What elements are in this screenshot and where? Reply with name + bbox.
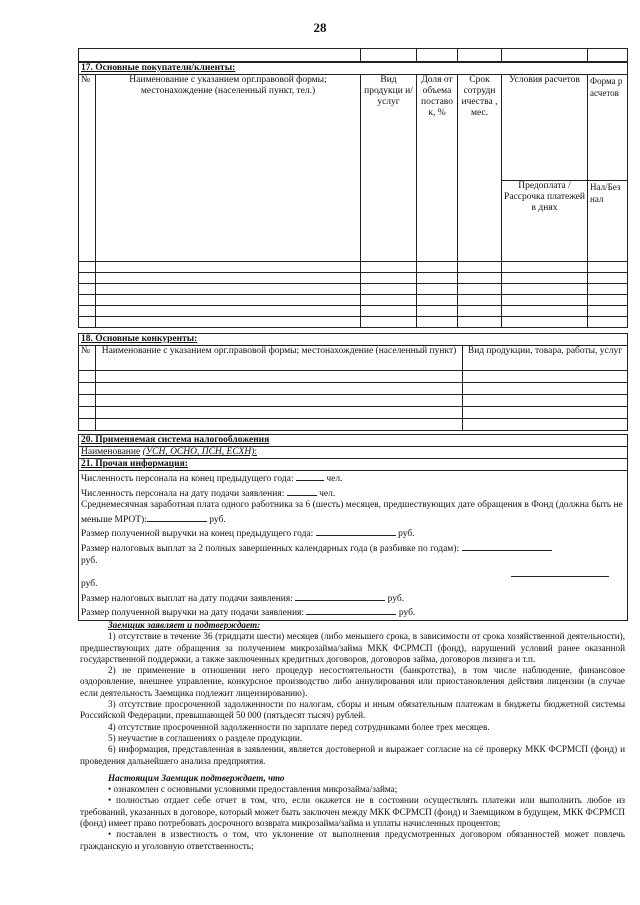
borrower-declarations — [80, 620, 625, 852]
tax-system-hint: (УСН, ОСНО, ПСН, ЕСХН) — [142, 447, 255, 457]
col-prepayment: Предоплата / Рассрочка платежей в днях — [502, 181, 588, 262]
customers-table — [78, 62, 628, 328]
confirmation-bullet-1: • ознакомлен с основными условиями предоставления микрозайма/займа; — [108, 784, 398, 795]
tax-two-years-line: Размер налоговых выплат за 2 полных завершенных календарных года (в разбивке по годам): — [81, 541, 625, 556]
col-product-type: Вид продукци и/услуг — [361, 75, 417, 262]
staff-now-line: Численность персонала на дату подачи заявления: чел. — [81, 486, 625, 501]
col-share: Доля от объема поставо к, % — [417, 75, 458, 262]
page-number: 28 — [313, 20, 327, 35]
col-payment-terms: Условия расчетов — [502, 75, 588, 181]
col-competitor-name: Наименование с указанием орг.правовой формы; местонахождение (населенный пункт) — [96, 346, 463, 371]
tax-system-label: Наименование — [81, 447, 141, 457]
declaration-item-1: 1) отсутствие в течение 36 (тридцати шести) месяцев (либо меньшего срока, в зависимости от срока хозяйственной деятельности), предшествующих дате обращения за получением микрозайма/займа МКК ФСРМСП (фонд), нарушений условий ранее оказанной государственной поддержки, а также заключенных кредитных договоров, договоров займа, договоров лизинга и т.п. — [80, 631, 625, 664]
section-18-title: 18. Основные конкуренты: — [79, 334, 628, 346]
declaration-item-6: 6) информация, представленная в заявлении, является достоверной и выражает согласие на сё проверку МКК ФСРМСП (фонд) и проведения дальнейшего анализа предприятия. — [80, 744, 625, 766]
confirmation-bullet-2: • полностью отдает себе отчет в том, что, если окажется не в состоянии осуществлять платежи или выполнить любое из требований, указанных в договоре, который может быть заключен между МКК ФСРМСП (фонд) и Заемщиком в будущем, МКК ФСРМСП (фонд) имеет право потребовать досрочного возврата микрозайма/займа и уплаты начисленных процентов; — [80, 795, 625, 829]
tax-now-line: Размер налоговых выплат на дату подачи заявления: руб. — [81, 591, 625, 606]
tax-two-years-rub1: руб. — [81, 555, 98, 566]
col-customer-name: Наименование с указанием орг.правовой формы; местонахождение (населенный пункт, тел.) — [96, 75, 361, 262]
col-cash: Нал/Безнал — [588, 181, 628, 262]
declaration-heading: Заемщик заявляет и подтверждает: — [108, 620, 261, 630]
col-payment-form: Форма расчетов — [588, 75, 628, 181]
section-20-title: 20. Применяемая система налогообложения — [79, 435, 628, 447]
section-17-title: 17. Основные покупатели/клиенты: — [79, 63, 628, 75]
tax-two-years-rub2: руб. — [81, 579, 98, 590]
col-term: Срок сотрудн ичества , мес. — [458, 75, 502, 262]
staff-prev-line: Численность персонала на конец предыдущего года: чел. — [81, 471, 625, 486]
tax-system-row: Наименование (УСН, ОСНО, ПСН, ЕСХН): — [79, 447, 628, 459]
revenue-prev-line: Размер полученной выручки на конец предыдущего года: руб. — [81, 526, 625, 541]
col-num: № — [79, 75, 96, 262]
declaration-item-4: 4) отсутствие просроченной задолженности по зарплате перед сотрудниками более трех месяцев. — [108, 721, 490, 732]
declaration-item-5: 5) неучастие в соглашениях о разделе продукции. — [108, 732, 303, 743]
col-competitor-product: Вид продукции, товара, работы, услуг — [463, 346, 628, 371]
salary-line: Среднемесячная заработная плата одного работника за 6 (шесть) месяцев, предшествующих дате обращения в Фонд (должна быть не меньше МРОТ): руб. — [81, 500, 623, 525]
confirmation-heading: Настоящим Заемщик подтверждает, что — [108, 772, 285, 783]
col-num: № — [79, 346, 96, 371]
declaration-item-2: 2) не применение в отношении него процедур несостоятельности (банкротства), в том числе наблюдение, финансовое оздоровление, внешнее управление, конкурсное производство либо аннулирования или приостановления действия лицензии (в случае если деятельность Заемщика подлежит лицензированию). — [80, 665, 625, 698]
tax-and-info-table — [78, 434, 628, 621]
declaration-item-3: 3) отсутствие просроченной задолженности по налогам, сборы и иным обязательным платежам в бюджеты бюджетной системы Российской Федерации, превышающей 50 000 (пятьдесят тысяч) рублей. — [80, 699, 625, 721]
other-info-block — [79, 471, 628, 621]
section-21-title: 21. Прочая информация: — [79, 459, 628, 471]
competitors-table — [78, 333, 628, 431]
revenue-now-line: Размер полученной выручки на дату подачи заявления: руб. — [81, 605, 625, 620]
confirmation-bullet-3: • поставлен в известность о том, что уклонение от выполнения предусмотренных договором обязанностей может повлечь гражданскую и уголовную ответственность; — [80, 829, 625, 851]
previous-section-tail — [78, 48, 628, 62]
